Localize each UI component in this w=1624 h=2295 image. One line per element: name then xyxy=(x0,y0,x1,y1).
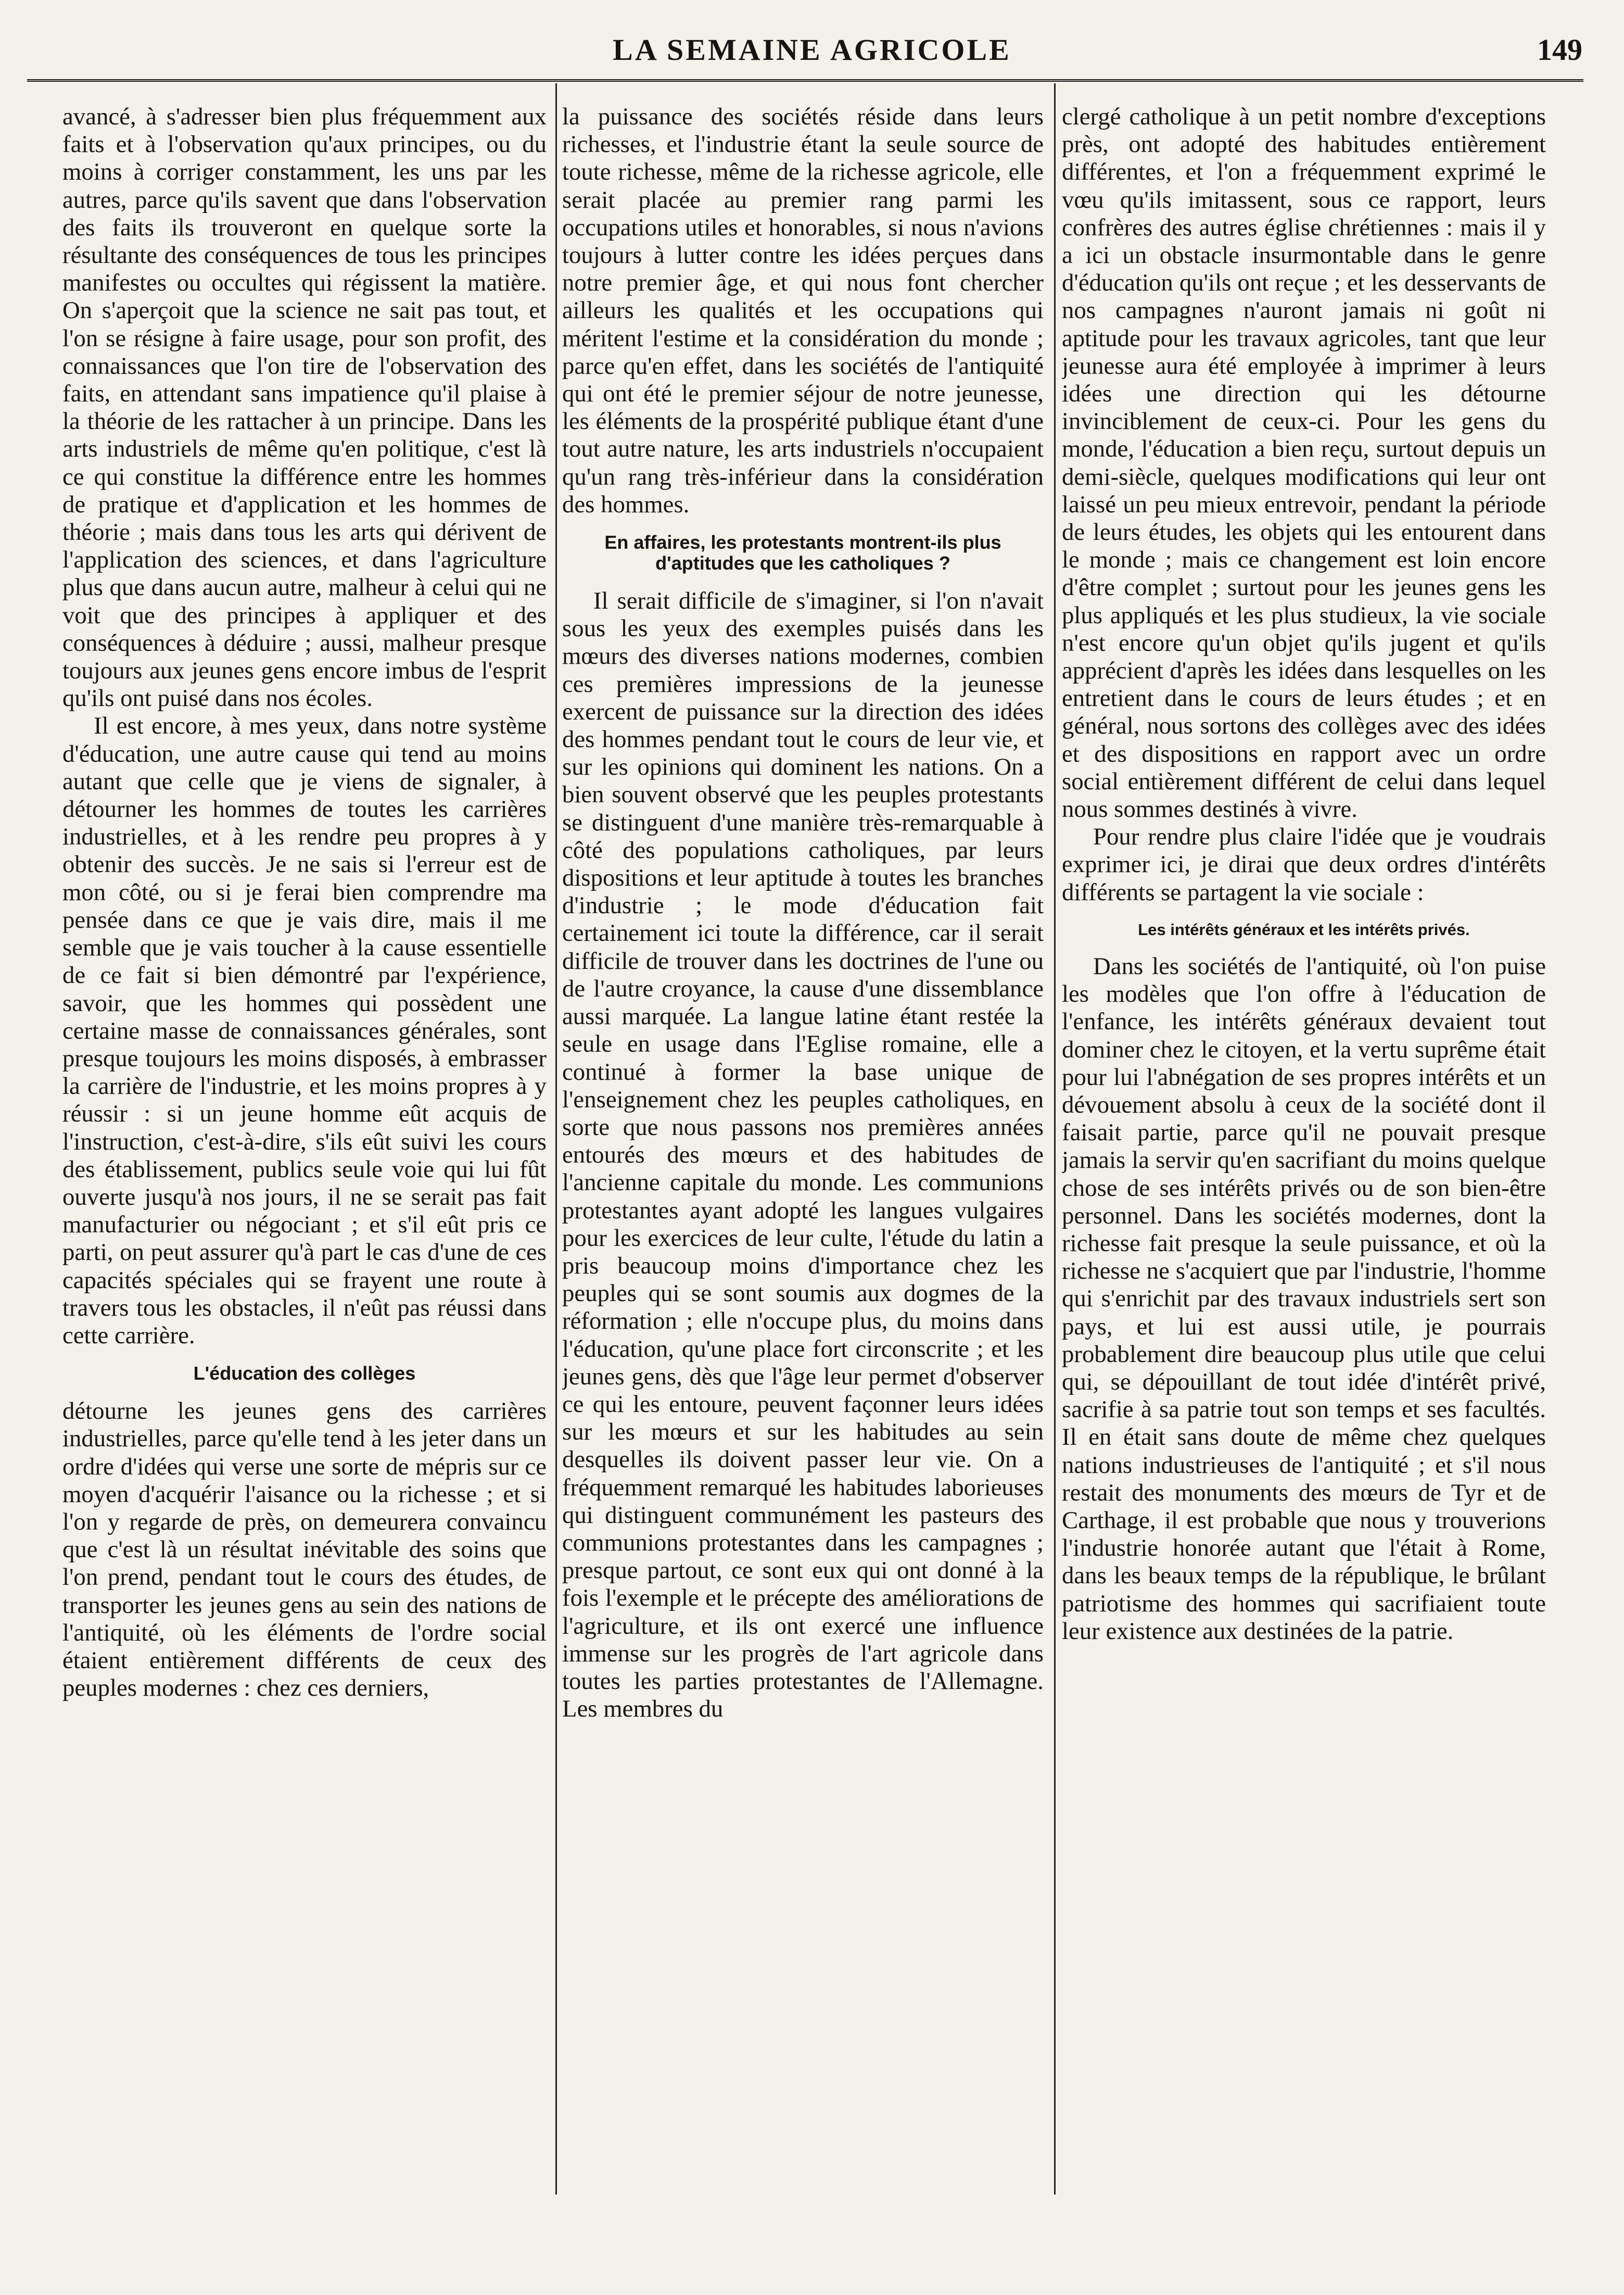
column-divider-2 xyxy=(1054,83,1056,2195)
paragraph: Il serait difficile de s'imaginer, si l'on n'avait sous les yeux des exemples puisés dans les mœurs des diverses nations modernes, combien ces premières impressions de la jeunesse exercent de puissance sur la direction des idées des hommes pendant tout le cours de leur vie, et sur les opinions qui dominent les nations. On a bien souvent observé que les peuples protestants se distinguent d'une manière très-remarquable à côté des populations catholiques, par leurs dispositions et leur aptitude à toutes les branches d'industrie ; le mode d'éducation fait certainement ici toute la différence, car il serait difficile de trouver dans les doctrines de l'une ou de l'autre croyance, la cause d'une dissemblance aussi marquée. La langue latine étant restée la seule en usage dans l'Eglise romaine, elle a continué à former la base unique de l'enseignement chez les peuples catholiques, en sorte que nous passons nos premières années entourés des mœurs et des habitudes de l'ancienne capitale du monde. Les communions protestantes ayant adopté les langues vulgaires pour les exercices de leur culte, l'étude du latin a pris beaucoup moins d'importance chez les peuples qui se sont soumis aux dogmes de la réformation ; elle n'occupe plus, du moins dans l'éducation, qu'une place fort circonscrite ; et les jeunes gens, dès que l'âge leur permet d'observer ce qui les entoure, peuvent façonner leurs idées sur les mœurs et sur les habitudes au sein desquelles ils doivent passer leur vie. On a fréquemment remarqué les habitudes laborieuses qui distinguent communément les pasteurs des communions protestantes dans les campagnes ; presque partout, ce sont eux qui ont donné à la fois l'exemple et le précepte des améliorations de l'agriculture, et ils ont exercé une influence immense sur les progrès de l'art agricole dans toutes les parties protestantes de l'Allemagne. Les membres du xyxy=(562,587,1044,1723)
page-header xyxy=(0,0,1624,78)
paragraph: détourne les jeunes gens des carrières industrielles, parce qu'elle tend à les jeter dans un ordre d'idées qui verse une sorte de mépris sur ce moyen d'acquérir l'aisance ou la richesse ; et si l'on y regarde de près, on demeurera convaincu que c'est là un résultat inévitable des soins que l'on prend, pendant tout le cours des études, de transporter les jeunes gens au sein des nations de l'antiquité, où les éléments de l'ordre social étaient entièrement différents de ceux des peuples modernes : chez ces derniers, xyxy=(62,1397,547,1702)
paragraph: clergé catholique à un petit nombre d'exceptions près, ont adopté des habitudes entièrement différentes, et l'on a fréquemment exprimé le vœu qu'ils imitassent, sous ce rapport, leurs confrères des autres église chrétiennes : mais il y a ici un obstacle insurmontable dans le genre d'éducation qu'ils ont reçue ; et les desservants de nos campagnes n'auront jamais ni goût ni aptitude pour les travaux agricoles, tant que leur jeunesse aura été employée à imprimer à leurs idées une direction qui les détourne invinciblement de ceux-ci. Pour les gens du monde, l'éducation a bien reçu, surtout depuis un demi-siècle, quelques modifications qui leur ont laissé un peu mieux entrevoir, pendant la période de leurs études, les objets qui les entourent dans le monde ; mais ce changement est loin encore d'être complet ; surtout pour les jeunes gens les plus appliqués et les plus studieux, la vie sociale n'est encore qu'un objet qu'ils jugent et qu'ils apprécient d'après les idées dans lesquelles on les entretient dans le cours de leurs études ; et en général, nous sortons des collèges avec des idées et des dispositions en rapport avec un ordre social entièrement différent de celui dans lequel nous sommes destinés à vivre. xyxy=(1062,103,1546,823)
running-title: LA SEMAINE AGRICOLE xyxy=(613,33,1011,67)
paragraph: avancé, à s'adresser bien plus fréquemment aux faits et à l'observation qu'aux principes, ou du moins à corriger constamment, les uns par les autres, parce qu'ils savent que dans l'observation des faits ils trouveront en quelque sorte la résultante des conséquences de tous les principes manifestes ou occultes qui régissent la matière. On s'aperçoit que la science ne sait pas tout, et l'on se résigne à faire usage, pour son profit, des connaissances que l'on tire de l'observation des faits, en attendant sans impatience qu'il plaise à la théorie de les rattacher à un principe. Dans les arts industriels de même qu'en politique, c'est là ce qui constitue la différence entre les hommes de pratique et d'application et les hommes de théorie ; mais dans tous les arts qui dérivent de l'application des sciences, et dans l'agriculture plus que dans aucun autre, malheur à celui qui ne voit que des principes à appliquer et des conséquences à déduire ; aussi, malheur presque toujours aux jeunes gens encore imbus de l'esprit qu'ils ont puisé dans nos écoles. xyxy=(62,103,547,712)
paragraph: la puissance des sociétés réside dans leurs richesses, et l'industrie étant la seule source de toute richesse, même de la richesse agricole, elle serait placée au premier rang parmi les occupations utiles et honorables, si nous n'avions toujours à lutter contre les idées perçues dans notre premier âge, et qui nous font chercher ailleurs les qualités et les occupations qui méritent l'estime et la considération du monde ; parce qu'en effet, dans les sociétés de l'antiquité qui ont été le premier séjour de notre jeunesse, les éléments de la prospérité publique étant d'une tout autre nature, les arts industriels n'occupaient qu'un rang très-inférieur dans la considération des hommes. xyxy=(562,103,1044,518)
page-number: 149 xyxy=(1537,33,1582,67)
paragraph: Pour rendre plus claire l'idée que je voudrais exprimer ici, je dirai que deux ordres d'intérêts différents se partagent la vie sociale : xyxy=(1062,823,1546,906)
section-heading: Les intérêts généraux et les intérêts privés. xyxy=(1138,920,1470,939)
text-column-1 xyxy=(62,103,547,2196)
text-column-3 xyxy=(1062,103,1546,2196)
column-divider-1 xyxy=(555,83,557,2195)
section-heading: L'éducation des collèges xyxy=(193,1363,416,1384)
text-column-2 xyxy=(562,103,1044,2196)
section-heading: En affaires, les protestants montrent-ils plus d'aptitudes que les catholiques ? xyxy=(604,532,1001,574)
paragraph: Il est encore, à mes yeux, dans notre système d'éducation, une autre cause qui tend au moins autant que celle que je viens de signaler, à détourner les hommes de toutes les carrières industrielles, et à les rendre peu propres à y obtenir des succès. Je ne sais si l'erreur est de mon côté, ou si je ferai bien comprendre ma pensée dans ce que je vais dire, mais il me semble que je vais toucher à la cause essentielle de ce fait si bien démontré par l'expérience, savoir, que les hommes qui possèdent une certaine masse de connaissances générales, sont presque toujours les moins disposés, à embrasser la carrière de l'industrie, et les moins propres à y réussir : si un jeune homme eût acquis de l'instruction, c'est-à-dire, s'ils eût suivi les cours des établissement, publics seule voie qui lui fût ouverte jusqu'à nos jours, il ne se serait pas fait manufacturier ou négociant ; et s'il eût pris ce parti, on peut assurer qu'à part le cas d'une de ces capacités spéciales qui se frayent une route à travers tous les obstacles, il n'eût pas réussi dans cette carrière. xyxy=(62,712,547,1349)
header-rule xyxy=(27,79,1583,82)
paragraph: Dans les sociétés de l'antiquité, où l'on puise les modèles que l'on offre à l'éducation de l'enfance, les intérêts généraux devaient tout dominer chez le citoyen, et la vertu suprême était pour lui l'abnégation de ses propres intérêts et un dévouement absolu à ceux de la société dont il faisait partie, parce qu'il ne pouvait presque jamais la servir qu'en sacrifiant du moins quelque chose de ses intérêts privés ou de son bien-être personnel. Dans les sociétés modernes, dont la richesse fait presque la seule puissance, et où la richesse ne s'acquiert que par l'industrie, l'homme qui s'enrichit par des travaux industriels sert son pays, et lui est aussi utile, je pourrais probablement dire beaucoup plus utile que celui qui, se dépouillant de tout idée d'intérêt privé, sacrifie à sa patrie tout son temps et ses facultés. Il en était sans doute de même chez quelques nations industrieuses de l'antiquité ; et s'il nous restait des monuments des mœurs de Tyr et de Carthage, il est probable que nous y trouverions l'industrie honorée autant que l'était à Rome, dans les beaux temps de la république, le brûlant patriotisme des hommes qui sacrifiaient toute leur existence aux destinées de la patrie. xyxy=(1062,952,1546,1645)
